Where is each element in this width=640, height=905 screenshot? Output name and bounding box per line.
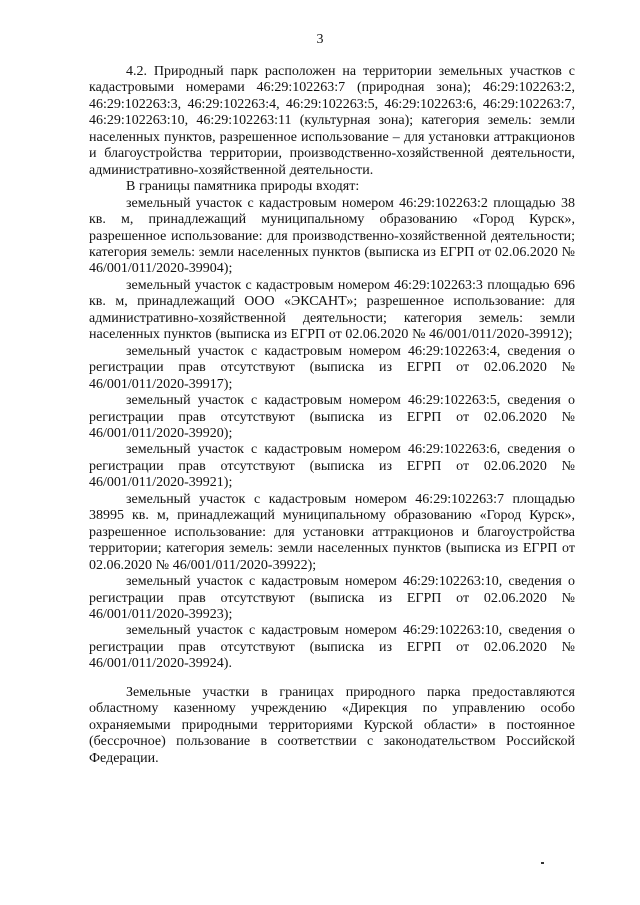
paragraph-land-plot-4: земельный участок с кадастровым номером 46:29:102263:4, сведения о регистрации прав отсутствуют (выписка из ЕГРП от 02.06.2020 № 46/001/011/2020-39917); (89, 343, 575, 392)
paragraph-land-plot-10-first: земельный участок с кадастровым номером 46:29:102263:10, сведения о регистрации прав отсутствуют (выписка из ЕГРП от 02.06.2020 № 46/001/011/2020-39923); (89, 574, 575, 622)
paragraph-land-use-provision: Земельные участки в границах природного парка предоставляются областному казенному учреждению «Дирекция по управлению особо охраняемыми природными территориями Курской области» в постоянное (бессрочное) пользование в соответствии с законодательством Российской Федерации. (89, 684, 575, 766)
paragraph-land-plot-2: земельный участок с кадастровым номером 46:29:102263:2 площадью 38 кв. м, принадлежащий муниципальному образованию «Город Курск», разрешенное использование: для производственно-хозяйственной деятельности; категория земель: земли населенных пунктов (выписка из ЕГРП от 02.06.2020 № 46/001/011/2020-39904); (89, 195, 575, 277)
document-body (89, 64, 575, 767)
paragraph-land-plot-10-second: земельный участок с кадастровым номером 46:29:102263:10, сведения о регистрации прав отсутствуют (выписка из ЕГРП от 02.06.2020 № 46/001/011/2020-39924). (89, 623, 575, 672)
paragraph-land-plot-3: земельный участок с кадастровым номером 46:29:102263:3 площадью 696 кв. м, принадлежащий ООО «ЭКСАНТ»; разрешенное использование: для административно-хозяйственной деятельности; категория земель: земли населенных пунктов (выписка из ЕГРП от 02.06.2020 № 46/001/011/2020-39912); (89, 277, 575, 343)
paragraph-land-plot-5: земельный участок с кадастровым номером 46:29:102263:5, сведения о регистрации прав отсутствуют (выписка из ЕГРП от 02.06.2020 № 46/001/011/2020-39920); (89, 393, 575, 441)
scan-dot-mark (541, 862, 544, 864)
page-number: 3 (316, 32, 324, 47)
paragraph-monument-boundaries-intro: В границы памятника природы входят: (126, 179, 360, 195)
paragraph-land-plot-7: земельный участок с кадастровым номером 46:29:102263:7 площадью 38995 кв. м, принадлежащий муниципальному образованию «Город Курск», разрешенное использование: для установки аттракционов и благоустройства территории; категория земель: земли населенных пунктов (выписка из ЕГРП от 02.06.2020 № 46/001/011/2020-39922); (89, 491, 575, 573)
paragraph-4-2-park-location: 4.2. Природный парк расположен на территории земельных участков с кадастровыми номерами 46:29:102263:7 (природная зона); 46:29:102263:2, 46:29:102263:3, 46:29:102263:4, 46:29:102263:5, 46:29:102263:6, 46:29:102263:7, 46:29:102263:10, 46:29:102263:11 (культурная зона); категория земель: земли населенных пунктов, разрешенное использование – для установки аттракционов и благоустройства территории, производственно-хозяйственной деятельности, административно-хозяйственной деятельности. (89, 64, 575, 178)
paragraph-land-plot-6: земельный участок с кадастровым номером 46:29:102263:6, сведения о регистрации прав отсутствуют (выписка из ЕГРП от 02.06.2020 № 46/001/011/2020-39921); (89, 442, 575, 491)
